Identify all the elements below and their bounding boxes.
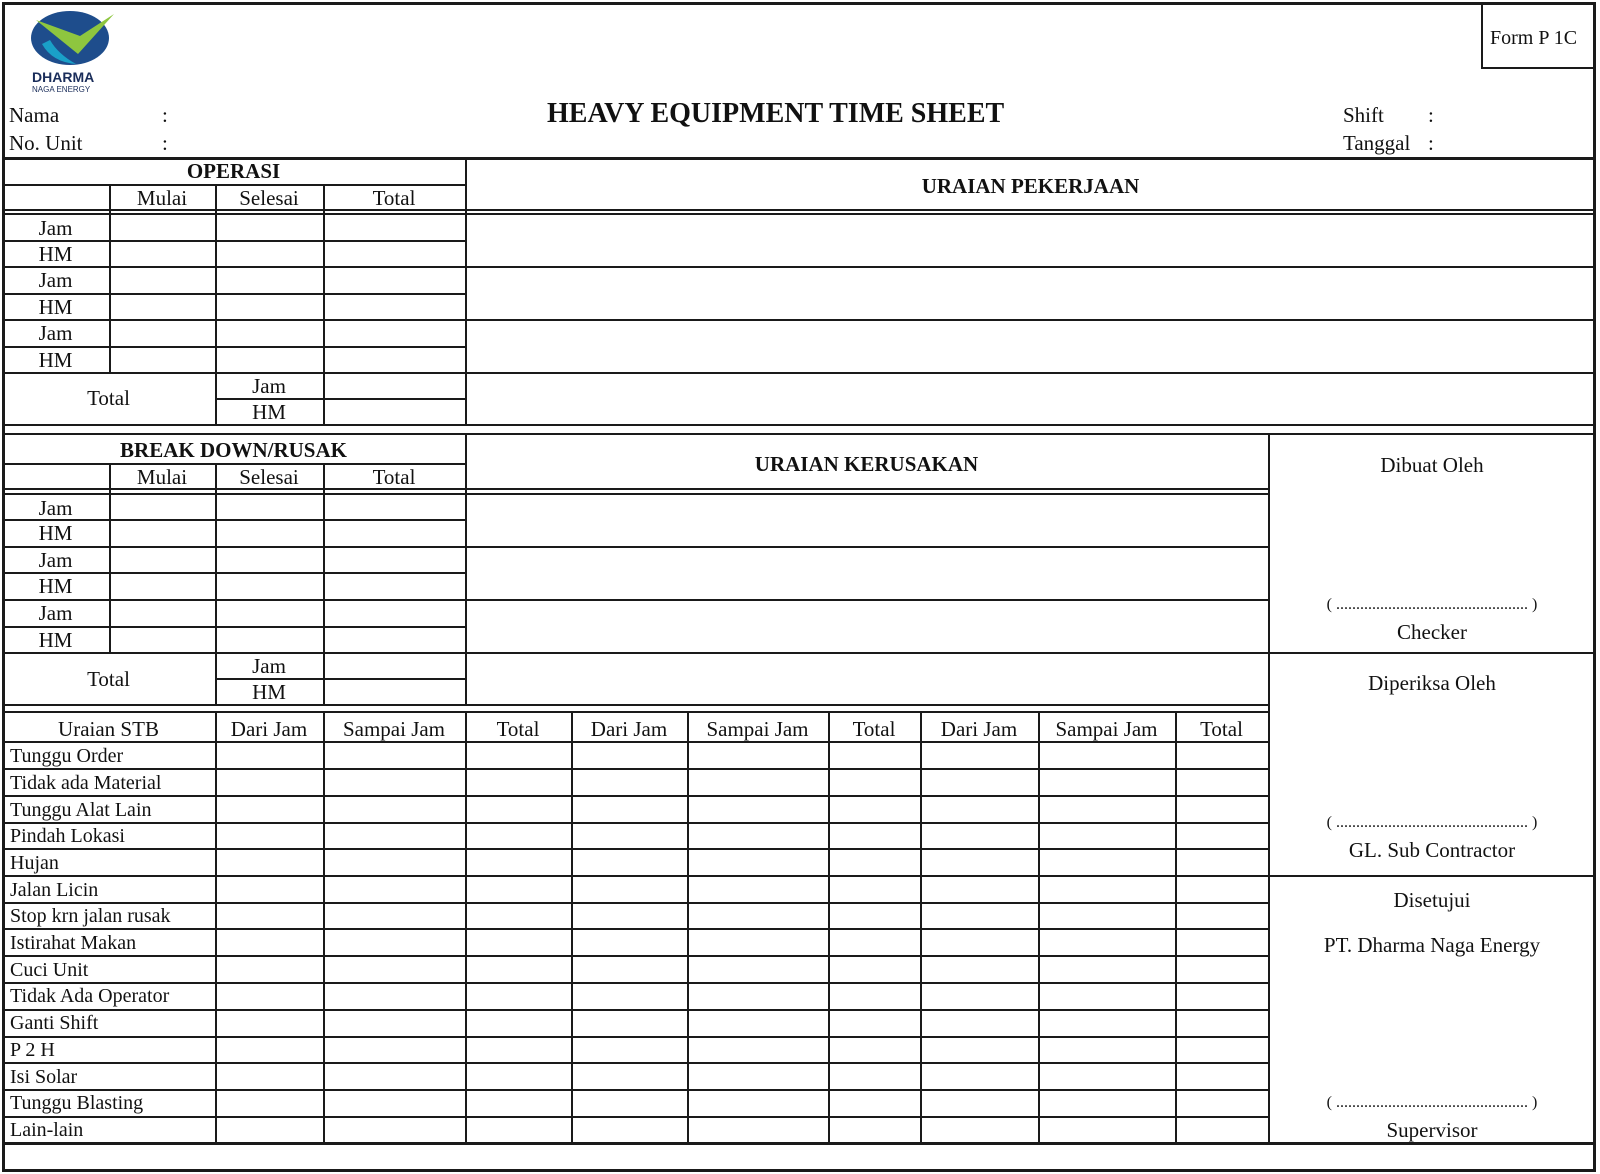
breakdown-col-selesai: Selesai <box>239 465 299 489</box>
logo-subtext: NAGA ENERGY <box>32 85 91 94</box>
breakdown-row-label: HM <box>38 574 73 598</box>
colon-no-unit: : <box>162 131 168 155</box>
breakdown-total-label: Total <box>87 667 130 691</box>
breakdown-col-mulai: Mulai <box>136 465 188 489</box>
stb-col-dari-jam: Dari Jam <box>940 717 1018 741</box>
operasi-row-label: Jam <box>38 268 73 292</box>
stb-col-dari-jam: Dari Jam <box>590 717 668 741</box>
stb-row-label: Tunggu Alat Lain <box>10 799 152 821</box>
operasi-row-label: HM <box>38 295 73 319</box>
stb-col-sampai-jam: Sampai Jam <box>1055 717 1158 741</box>
colon-shift: : <box>1428 103 1434 127</box>
label-shift: Shift <box>1343 103 1384 127</box>
stb-row-label: Tidak ada Material <box>10 772 162 794</box>
operasi-row-label: Jam <box>38 216 73 240</box>
stb-row-label: Tidak Ada Operator <box>10 985 170 1007</box>
checker-signature-line: ( ................................................ ) <box>1326 596 1538 613</box>
stb-row-label: Stop krn jalan rusak <box>10 905 171 927</box>
operasi-col-selesai: Selesai <box>239 186 299 210</box>
stb-row-label: Hujan <box>10 852 59 874</box>
label-no-unit: No. Unit <box>9 131 83 155</box>
operasi-col-mulai: Mulai <box>136 186 188 210</box>
operasi-total-hm: HM <box>252 400 286 424</box>
gl-sub-contractor-label: GL. Sub Contractor <box>1348 838 1516 862</box>
stb-row-label: Istirahat Makan <box>10 932 137 954</box>
logo-text: DHARMA <box>32 69 95 85</box>
stb-row-label: Pindah Lokasi <box>10 825 125 847</box>
colon-tanggal: : <box>1428 131 1434 155</box>
stb-row-label: Tunggu Blasting <box>10 1092 144 1114</box>
stb-col-uraian: Uraian STB <box>58 717 159 741</box>
operasi-title: OPERASI <box>186 159 281 183</box>
operasi-total-jam: Jam <box>252 374 286 398</box>
operasi-row-label: Jam <box>38 321 73 345</box>
dibuat-oleh-label: Dibuat Oleh <box>1380 453 1484 477</box>
operasi-col-total: Total <box>372 186 416 210</box>
stb-row-label: P 2 H <box>10 1039 55 1061</box>
breakdown-row-label: HM <box>38 521 73 545</box>
breakdown-row-label: Jam <box>38 496 73 520</box>
stb-row-label: Isi Solar <box>10 1066 78 1088</box>
breakdown-total-jam: Jam <box>252 654 286 678</box>
supervisor-signature-line: ( ................................................ ) <box>1326 1094 1538 1111</box>
gl-signature-line: ( ................................................ ) <box>1326 814 1538 831</box>
breakdown-row-label: Jam <box>38 601 73 625</box>
label-nama: Nama <box>9 103 60 127</box>
breakdown-row-label: Jam <box>38 548 73 572</box>
stb-col-total: Total <box>852 717 896 741</box>
diperiksa-oleh-label: Diperiksa Oleh <box>1368 671 1496 695</box>
stb-row-label: Tunggu Order <box>10 745 124 767</box>
page-title: HEAVY EQUIPMENT TIME SHEET <box>547 98 1005 129</box>
supervisor-label: Supervisor <box>1386 1118 1478 1142</box>
stb-row-label: Lain-lain <box>10 1119 84 1141</box>
label-tanggal: Tanggal <box>1343 131 1411 155</box>
form-code: Form P 1C <box>1490 27 1578 49</box>
stb-row-label: Ganti Shift <box>10 1012 99 1034</box>
disetujui-label: Disetujui <box>1393 888 1471 912</box>
stb-col-sampai-jam: Sampai Jam <box>706 717 809 741</box>
operasi-total-label: Total <box>87 386 130 410</box>
company-name-label: PT. Dharma Naga Energy <box>1323 933 1541 957</box>
breakdown-row-label: HM <box>38 628 73 652</box>
stb-col-sampai-jam: Sampai Jam <box>342 717 446 741</box>
stb-row-label: Cuci Unit <box>10 959 89 981</box>
breakdown-col-total: Total <box>372 465 416 489</box>
stb-row-label: Jalan Licin <box>10 879 99 901</box>
breakdown-total-hm: HM <box>252 680 286 704</box>
uraian-kerusakan-header: URAIAN KERUSAKAN <box>754 452 979 476</box>
checker-label: Checker <box>1397 620 1467 644</box>
breakdown-title: BREAK DOWN/RUSAK <box>120 438 347 462</box>
colon-nama: : <box>162 103 168 127</box>
uraian-pekerjaan-header: URAIAN PEKERJAAN <box>921 174 1140 198</box>
stb-col-total: Total <box>1200 717 1243 741</box>
stb-col-dari-jam: Dari Jam <box>230 717 308 741</box>
company-logo <box>28 10 118 92</box>
operasi-row-label: HM <box>38 242 73 266</box>
operasi-row-label: HM <box>38 348 73 372</box>
logo-emblem-icon <box>28 10 118 68</box>
stb-col-total: Total <box>496 717 540 741</box>
